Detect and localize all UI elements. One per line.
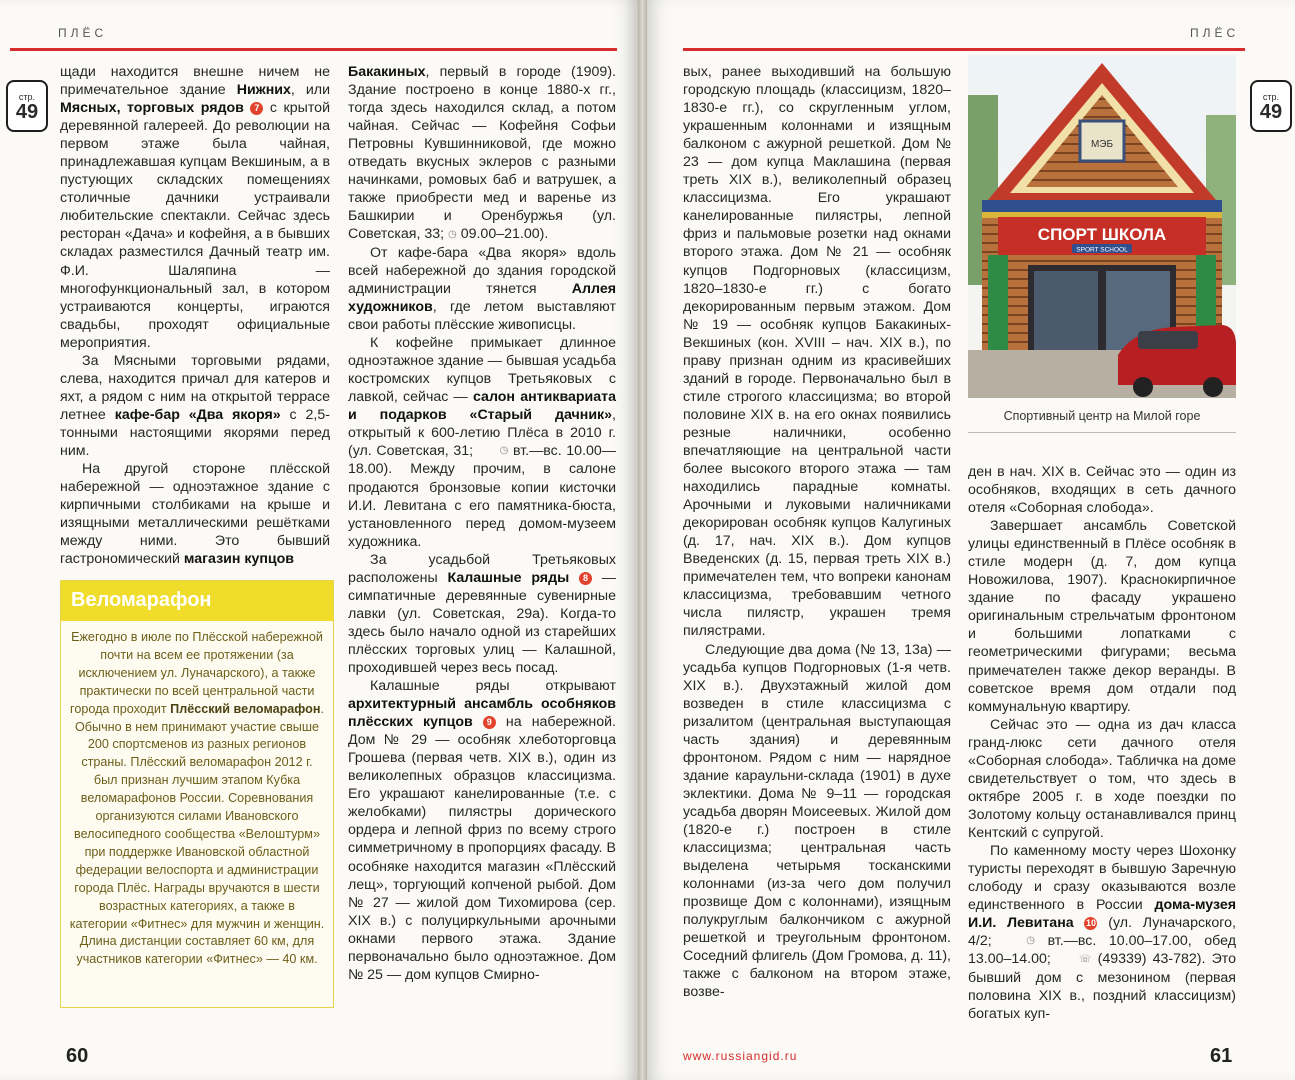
header-rule-right <box>683 48 1245 51</box>
svg-text:МЭБ: МЭБ <box>1090 139 1114 150</box>
wooden-building-illustration <box>968 55 1236 398</box>
paragraph: Бакакиных, первый в городе (1909). Здание построено в конце 1880-х гг., тогда здесь находился склад, а потом чайная. Сейчас — Кофейня Софьи Петровны Кувшинниковой, где можно отведать вкусных эклеров с разными начинками, ромовых баб и ватрушек, а также приобрести мед и варенье из Башкирии и Оренбуржья (ул. Советская, 33; ◷ 09.00–21.00). <box>348 64 616 243</box>
paragraph: Калашные ряды открывают архитектурный ансамбль особняков плёсских купцов 9 на набережной. Дом № 29 — особняк хлеботорговца Грошева (первая четв. XIX в.), один из великолепных образцов классицизма. Его украшают канелированные (т.е. с желобками) пилястры дорического ордера и лепной фриз по всему строго симметричному в пропорциях фасаду. В особняке находится магазин «Плёсский лещ», торгующий копченой рыбой. Дом № 27 — жилой дом Тихомирова (сер. XIX в.) с полуциркульными арочными окнами первого этажа. Здание первоначально было одноэтажное. Дом № 25 — дом купцов Смирно- <box>348 678 616 983</box>
map-marker-icon: 7 <box>250 102 263 115</box>
book-spine <box>638 0 647 1080</box>
tab-label: стр. <box>1262 92 1280 102</box>
paragraph: вых, ранее выходивший на большую городскую площадь (классицизм, 1820–1830-е гг.), со скругленным углом, украшенным колоннами и изящным балконом с ажурной решеткой. Дом № 23 — дом купца Маклашина (первая треть XIX в.), великолепный образец классицизма. Его украшают канелированные пилястры, лепной фриз и пальмовые розетки над окнами второго этажа. Дом № 21 — особняк купцов Подгорновых (классицизм, 1820–1830-е гг.) с богато декорированным первым этажом. Дом № 19 — особняк купцов Бакакиных-Векшиных (кон. XVIII – нач. XIX в.), по праву признан одним из красивейших зданий в городе. Первоначально был в стиле строгого классицизма; во второй половине XIX в. на его окнах появились резные наличники, особенно впечатляющие на центральной части более высокого второго этажа — там находились парадные комнаты. Арочными и луковыми наличниками декорирован особняк купцов Калугиных (д. 17, нач. XIX в.). Дом купцов Введенских (д. 15, первая треть XIX в.) примечателен тем, что вопреки канонам классицизма, требовавшим четного числа пилястр, украшен тремя пилястрами. <box>683 64 951 640</box>
phone-icon: ☏ <box>1078 953 1092 965</box>
paragraph: На другой стороне плёсской набережной — одноэтажное здание с кирпичными столбиками на крыше и изящными металлическими решётками между ними. Это бывший гастрономический магазин купцов <box>60 461 330 568</box>
caption-rule <box>968 432 1236 433</box>
page-number-right: 61 <box>1210 1045 1233 1067</box>
text-column-3 <box>683 63 951 1001</box>
footer-url[interactable]: www.russiangid.ru <box>683 1049 798 1063</box>
page-ref-tab-left <box>6 80 48 132</box>
paragraph: К кофейне примыкает длинное одноэтажное здание — бывшая усадьба костромских купцов Третьяковых с лавкой, сейчас — салон антиквариата и подарков «Старый дачник», открытый к 600-летию Плёса в 2010 г. (ул. Советская, 31; ◷ вт.—вс. 10.00—18.00). Между прочим, в салоне продаются бронзовые копии кисточки И.И. Левитана с его памятника-бюста, установленного перед домом-музеем художника. <box>348 334 616 550</box>
clock-icon: ◷ <box>499 445 509 457</box>
paragraph: щади находится внешне ничем не примечательное здание Нижних, или Мясных, торговых рядов 7 с крытой деревянной галереей. До революции на первом этаже была чайная, принадлежавшая купцам Векшиным, а в пустующих складских помещениях столичные дачники устраивали любительские спектакли. Сейчас здесь ресторан «Дача» и кофейня, а в бывших складах разместился Дачный театр им. Ф.И. Шаляпина — многофункциональный зал, в котором устраиваются концерты, играются свадьбы, проходят официальные мероприятия. <box>60 64 330 351</box>
running-head-right: ПЛЁС <box>1190 26 1240 40</box>
clock-icon: ◷ <box>1026 935 1035 947</box>
photo-caption: Спортивный центр на Милой горе <box>1003 409 1201 423</box>
sidebar-title: Веломарафон <box>61 581 333 621</box>
header-rule-left <box>10 48 617 51</box>
paragraph: Следующие два дома (№ 13, 13а) — усадьба купцов Подгорновых (1-я четв. XIX в.). Двухэтажный жилой дом возведен в стиле классицизма с ризалитом (центральная выступающая часть здания) и деревянным фронтоном. Рядом с ним — нарядное здание караульни-склада (1901) в духе эклектики. Дома № 9–11 — городская усадьба дворян Моисеевых. Жилой дом (1820-е г.) построен в стиле классицизма; центральная часть выделена четырьмя тосканскими колоннами (из-за чего дом получил прозвище Дом с колоннами), изящным полукруглым балкончиком с ажурной решеткой и треугольным фронтоном. Соседний флигель (Дом Громова, д. 11), также с балконом на втором этаже, возве- <box>683 641 951 1001</box>
text-column-1 <box>60 63 330 568</box>
text-column-4 <box>968 463 1236 1023</box>
text-column-2 <box>348 63 616 984</box>
sidebar-text: Ежегодно в июле по Плёсской набережной почти на всем ее протяжении (за исключением ул. Луначарского), а также практически по всей центральной части города проходит Плёсский веломарафон. Обычно в нем принимают участие свыше 200 спортсменов из разных регионов страны. Плёсский веломарафон 2012 г. был признан лучшим этапом Кубка веломарафонов России. Соревнования организуются силами Ивановского велосипедного сообщества «Велоштурм» при поддержке Ивановской областной федерации велоспорта и администрации города Плёс. Награды вручаются в шести возрастных категориях, а также в категории «Фитнес» для мужчин и женщин. Длина дистанции составляет 60 км, для участников категории «Фитнес» — 40 км. <box>69 630 325 967</box>
page-ref-tab-right <box>1250 80 1292 132</box>
map-marker-icon: 9 <box>483 716 496 729</box>
paragraph: ден в нач. XIX в. Сейчас это — один из особняков, входящих в сеть дачного отеля «Соборная слобода». <box>968 464 1236 517</box>
clock-icon: ◷ <box>448 228 457 240</box>
tab-number: 49 <box>1259 101 1283 123</box>
paragraph: Сейчас это — одна из дач класса гранд-люкс сети дачного отеля «Соборная слобода». Табличка на доме свидетельствует о том, что здесь в октябре 2005 г. в ходе поездки по Золотому кольцу останавливался принц Кентский с супругой. <box>968 716 1236 841</box>
paragraph: По каменному мосту через Шохонку туристы переходят в бывшую Заречную слободу и сразу оказываются возле единственного в России дома-музея И.И. Левитана 10 (ул. Луначарского, 4/2; ◷ вт.—вс. 10.00–17.00, обед 13.00–14.00; ☏ (49339) 43-782). Это бывший дом с мезонином (первая половина XIX в., поздний классицизм) богатых куп- <box>968 842 1237 1022</box>
map-marker-icon: 8 <box>579 572 592 585</box>
sidebar-box <box>60 580 334 1008</box>
page-number-left: 60 <box>66 1045 89 1067</box>
paragraph: За усадьбой Третьяковых расположены Калашные ряды 8 — симпатичные деревянные сувенирные лавки (ул. Советская, 29а). Когда-то здесь было начало одной из старейших плёсских торговых улиц — Калашной, проходившей через весь посад. <box>348 551 616 676</box>
running-head-left: ПЛЁС <box>58 26 108 40</box>
sport-school-photo <box>968 55 1236 398</box>
paragraph: От кафе-бара «Два якоря» вдоль всей набережной до здания городской администрации тянется Аллея художников, где летом выставляют свои работы плёсские живописцы. <box>348 244 616 333</box>
paragraph: За Мясными торговыми рядами, слева, находится причал для катеров и яхт, а рядом с ним на открытой террасе летнее кафе-бар «Два якоря» с 2,5-тонными настоящими якорями перед ним. <box>60 352 330 459</box>
tab-label: стр. <box>18 92 36 102</box>
sign-subtext: SPORT SCHOOL <box>1076 246 1128 254</box>
sign-text: СПОРТ ШКОЛА <box>1037 225 1167 244</box>
paragraph: Завершает ансамбль Советской улицы единственный в Плёсе особняк в стиле модерн (д. 7, дом купца Новожилова, 1907). Краснокирпичное здание по фасаду украшено оригинальным стрельчатым фронтоном и большими лопатками с геометрическими фигурами; весьма примечателен также декор веранды. В советское время дом отдали под коммунальную квартиру. <box>968 518 1236 715</box>
map-marker-icon: 10 <box>1085 917 1096 928</box>
tab-number: 49 <box>15 101 39 123</box>
